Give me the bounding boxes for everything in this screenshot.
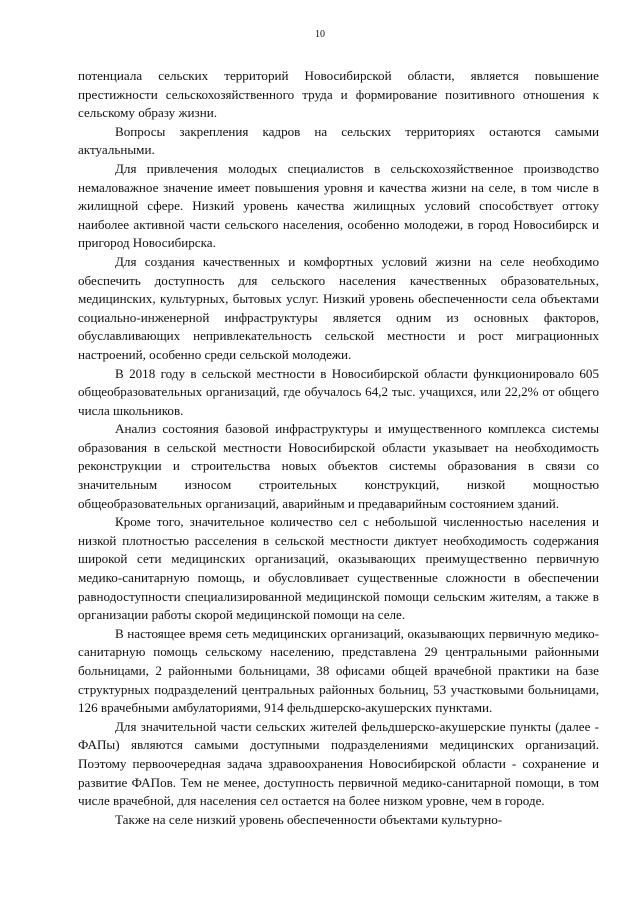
- paragraph-young-specialists: Для привлечения молодых специалистов в сельскохозяйственное производство немаловажное значение имеет повышения уровня и качества жизни на селе, в том числе в жилищной сфере. Низкий уровень качества жилищных условий способствует оттоку наиболее активной части сельского населения, особенно молодежи, в город Новосибирск и пригород Новосибирска.: [78, 160, 599, 251]
- paragraph-continuation: потенциала сельских территорий Новосибирской области, является повышение престижности сельскохозяйственного труда и формирование позитивного отношения к сельскому образу жизни.: [78, 68, 599, 121]
- paragraph-medical-organizations: В настоящее время сеть медицинских организаций, оказывающих первичную медико-санитарную помощь сельскому населению, представлена 29 центральными районными больницами, 2 районными больницами, 38 офисами общей врачебной практики на базе структурных подразделений центральных районных больниц, 53 участковыми больницами, 126 врачебными амбулаториями, 914 фельдшерско-акушерских пунктами.: [78, 625, 599, 716]
- paragraph-culture: Также на селе низкий уровень обеспеченности объектами культурно-: [115, 811, 503, 827]
- paragraph-education-infrastructure: Анализ состояния базовой инфраструктуры и имущественного комплекса системы образования в сельской местности Новосибирской области указывает на необходимость реконструкции и строительства новых объектов системы образования в связи со значительным износом строительных конструкций, низкой мощностью общеобразовательных организаций, аварийным и предаварийным состоянием зданий.: [78, 421, 599, 511]
- paragraph-medical-network-need: Кроме того, значительное количество сел с небольшой численностью населения и низкой плотностью расселения в сельской местности диктует необходимость содержания широкой сети медицинских организаций, оказывающих преимущественно первичную медико-санитарную помощь, и обусловливает существенные сложности в обеспечении равнодоступности специализированной медицинской помощи сельским жителям, а также в организации работы скорой медицинской помощи на селе.: [78, 514, 599, 623]
- paragraph-fap: Для значительной части сельских жителей фельдшерско-акушерские пункты (далее - ФАПы) являются самыми доступными подразделениями медицинских организаций. Поэтому первоочередная задача здравоохранения Новосибирской области - сохранение и развитие ФАПов. Тем не менее, доступность первичной медико-санитарной помощи, в том числе врачебной, для населения сел остается на более низком уровне, чем в городе.: [78, 718, 599, 809]
- paragraph-schools-2018: В 2018 году в сельской местности в Новосибирской области функционировало 605 общеобразовательных организаций, где обучалось 64,2 тыс. учащихся, или 22,2% от общего числа школьников.: [78, 365, 599, 418]
- paragraph-living-conditions: Для создания качественных и комфортных условий жизни на селе необходимо обеспечить доступность для сельского населения качественных образовательных, медицинских, культурных, бытовых услуг. Низкий уровень обеспеченности села объектами социально-инженерной инфраструктуры является одним из основных факторов, обуславливающих непривлекательность сельской местности и рост миграционных настроений, особенно среди сельской молодежи.: [78, 253, 599, 362]
- document-body: [78, 67, 599, 829]
- paragraph-staff-retention: Вопросы закрепления кадров на сельских территориях остаются самыми актуальными.: [78, 123, 599, 158]
- page-number: 10: [315, 29, 325, 40]
